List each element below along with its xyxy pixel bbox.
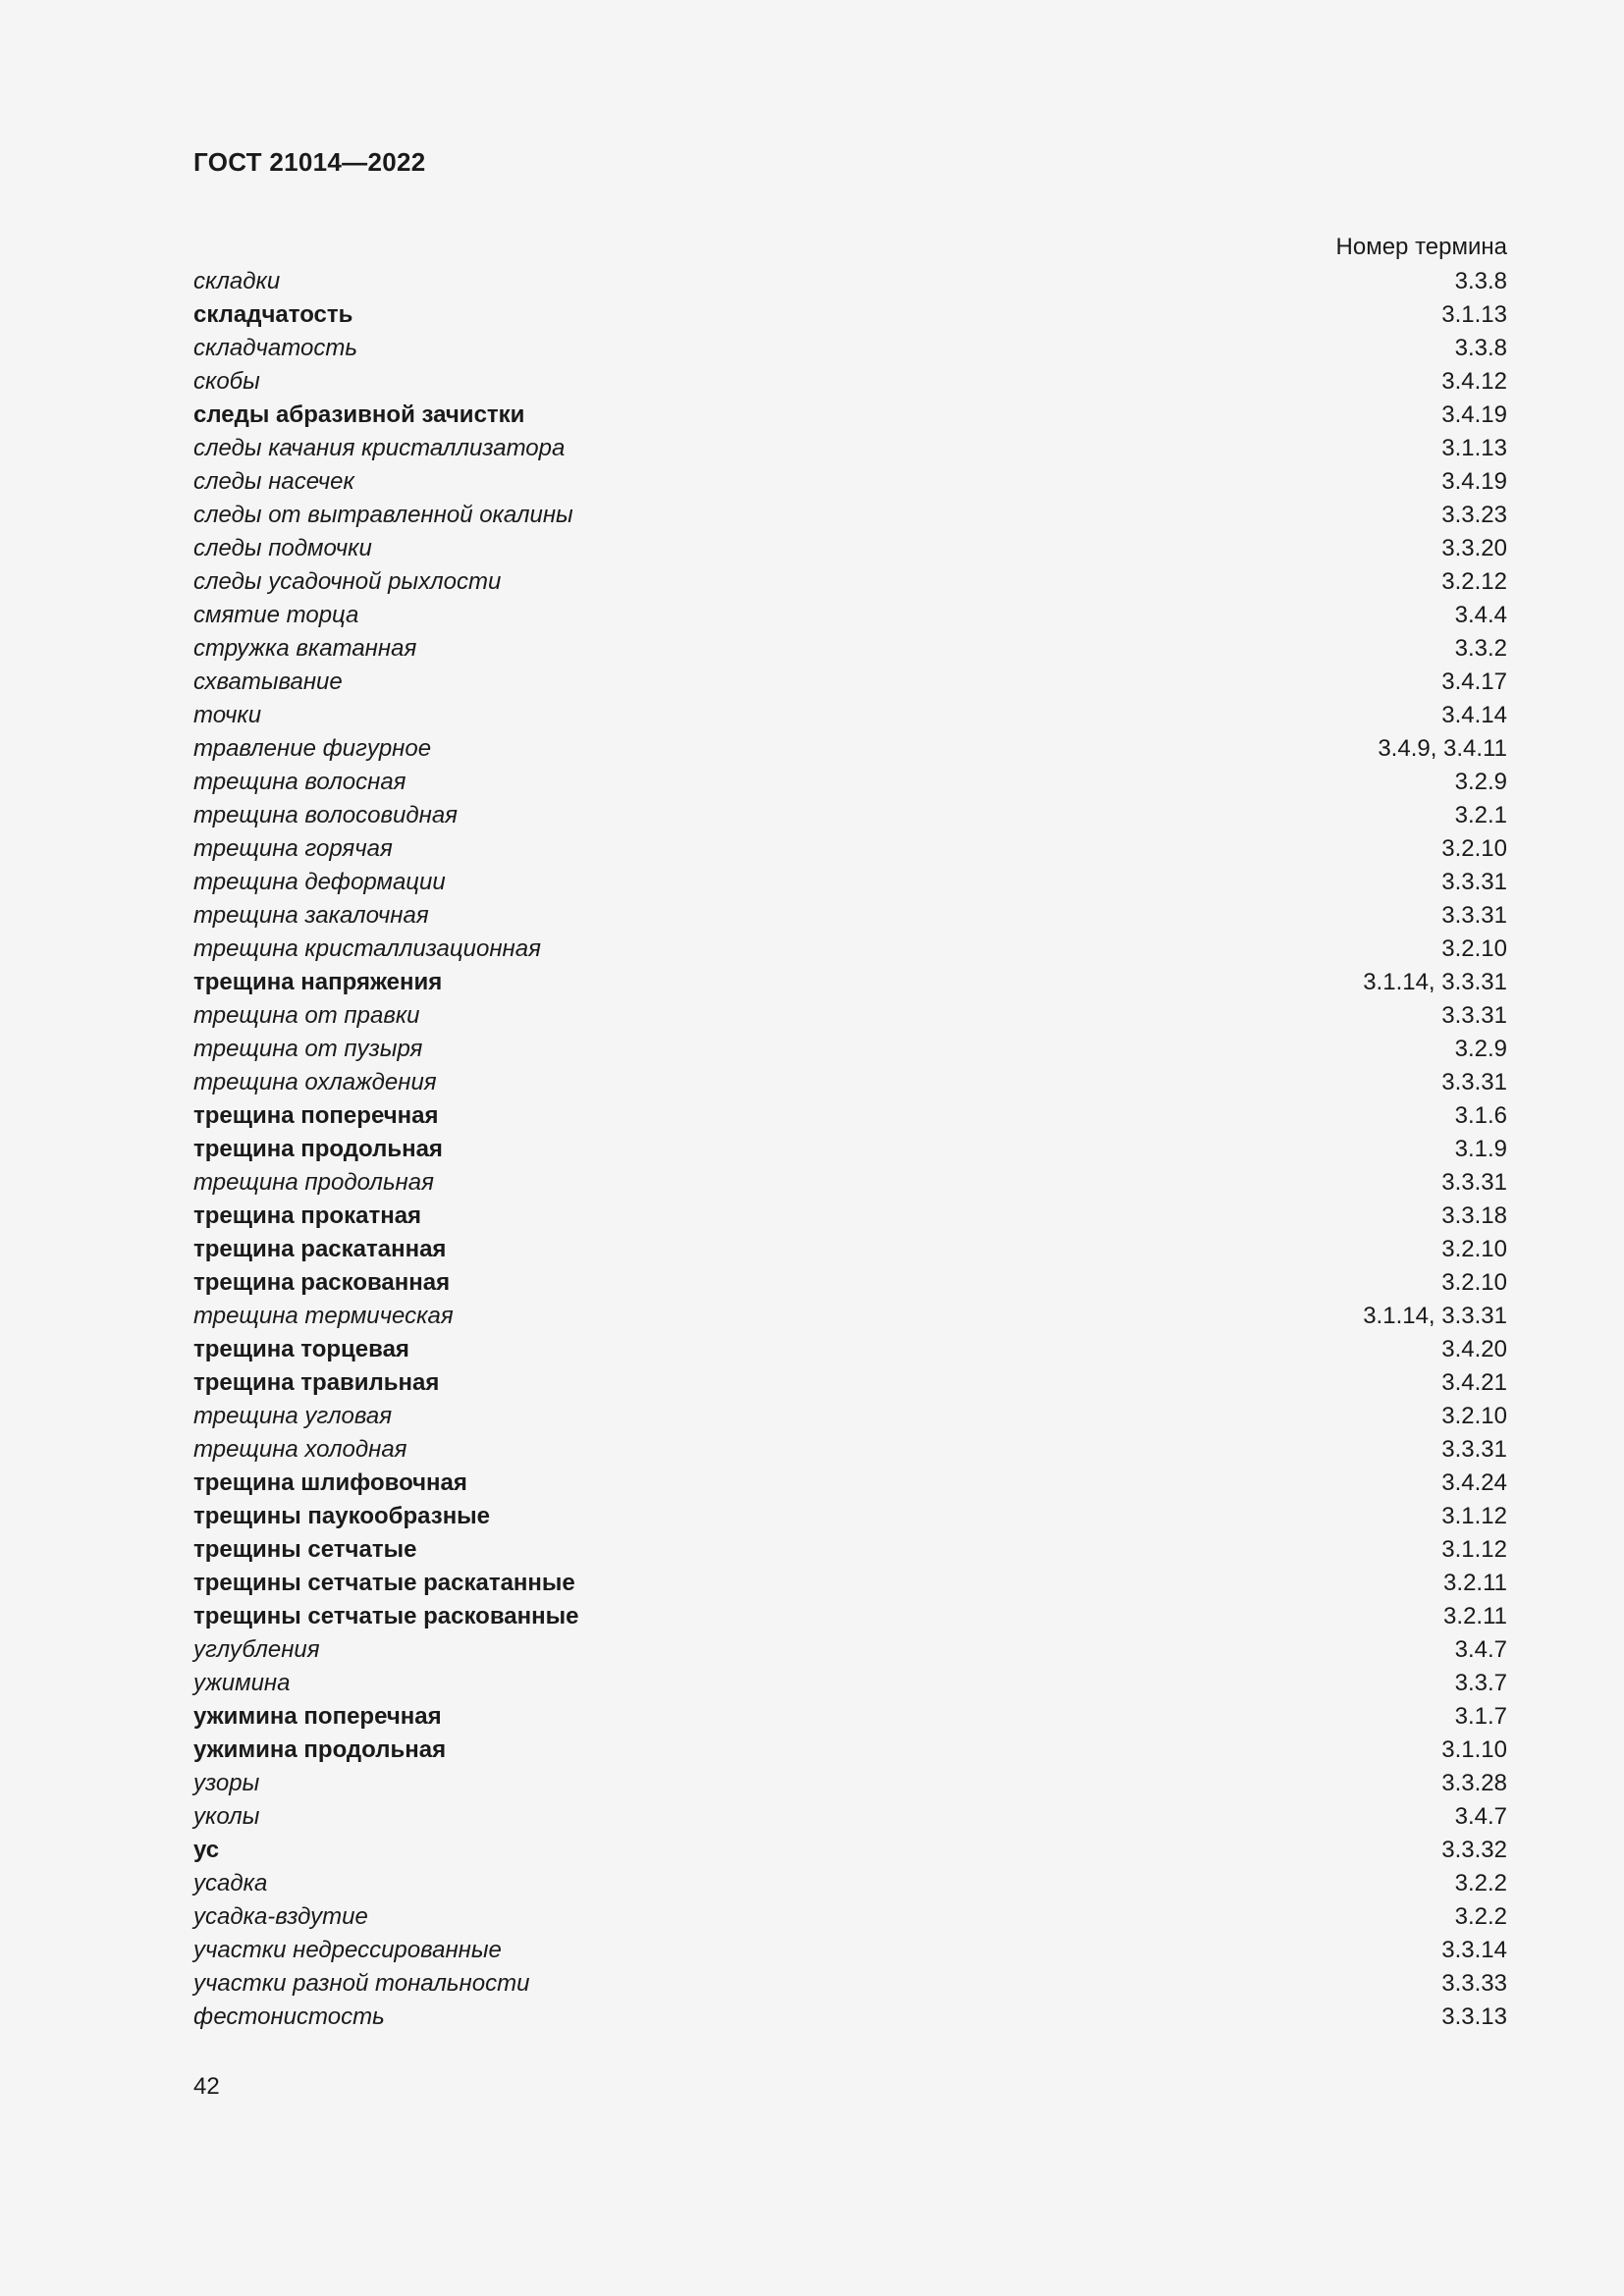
index-term: трещина продольная [193,1136,443,1162]
index-entry [193,933,1507,966]
index-term: трещина травильная [193,1369,440,1396]
index-term-number: 3.1.14, 3.3.31 [1363,1303,1507,1329]
index-term-number: 3.3.8 [1454,268,1507,294]
index-term-number: 3.3.31 [1441,1002,1507,1029]
index-term-number: 3.1.7 [1454,1703,1507,1730]
index-term: трещина горячая [193,835,393,862]
index-entry [193,1667,1507,1700]
index-entry [193,699,1507,732]
index-term-number: 3.1.6 [1454,1102,1507,1129]
page-number: 42 [193,2073,220,2100]
index-entry [193,399,1507,432]
index-entry [193,799,1507,832]
index-term: трещина шлифовочная [193,1469,467,1496]
index-entry [193,2001,1507,2034]
index-term: участки разной тональности [193,1970,530,1997]
index-term: следы качания кристаллизатора [193,435,566,461]
index-term-number: 3.4.17 [1441,668,1507,695]
index-entry [193,1967,1507,2001]
index-term: следы абразивной зачистки [193,401,525,428]
index-term: складки [193,268,281,294]
index-entry [193,1500,1507,1533]
index-entry [193,1433,1507,1467]
index-term: ужимина продольная [193,1736,447,1763]
index-term-number: 3.4.19 [1441,468,1507,495]
index-term: трещина холодная [193,1436,407,1463]
index-entry [193,1033,1507,1066]
index-term: трещина кристаллизационная [193,935,541,962]
index-term-number: 3.2.11 [1443,1603,1507,1629]
index-term: складчатость [193,335,357,361]
index-term: следы насечек [193,468,354,495]
index-term: смятие торца [193,602,359,628]
index-term-number: 3.1.13 [1441,435,1507,461]
index-entry [193,1099,1507,1133]
index-term: ужимина [193,1670,291,1696]
index-term-number: 3.3.31 [1441,869,1507,895]
term-number-column-header: Номер термина [1335,234,1507,260]
index-term: трещина деформации [193,869,446,895]
index-entry [193,1066,1507,1099]
index-term: трещина волосная [193,769,406,795]
index-term: трещина торцевая [193,1336,409,1362]
index-entry [193,866,1507,899]
index-term: трещина закалочная [193,902,429,929]
index-term-number: 3.1.14, 3.3.31 [1363,969,1507,995]
index-term: трещина раскатанная [193,1236,447,1262]
index-term: фестонистость [193,2003,385,2030]
index-entry [193,1900,1507,1934]
index-term: трещина охлаждения [193,1069,437,1095]
index-term-number: 3.3.32 [1441,1837,1507,1863]
index-term-number: 3.2.10 [1441,1236,1507,1262]
index-term-number: 3.2.10 [1441,835,1507,862]
index-term-number: 3.2.9 [1454,769,1507,795]
index-entry [193,1467,1507,1500]
index-term-number: 3.4.12 [1441,368,1507,395]
index-entry [193,365,1507,399]
index-term-number: 3.3.7 [1454,1670,1507,1696]
index-entry [193,1600,1507,1633]
index-entry [193,966,1507,999]
index-term-number: 3.4.7 [1454,1803,1507,1830]
index-term: углубления [193,1636,320,1663]
index-entry [193,499,1507,532]
index-term-number: 3.4.19 [1441,401,1507,428]
index-term: трещина угловая [193,1403,393,1429]
index-term: следы от вытравленной окалины [193,502,573,528]
index-term-number: 3.4.4 [1454,602,1507,628]
index-entry [193,265,1507,298]
index-term-number: 3.2.12 [1441,568,1507,595]
index-term: травление фигурное [193,735,432,762]
index-term-number: 3.2.2 [1454,1870,1507,1896]
index-term-number: 3.4.14 [1441,702,1507,728]
index-term-number: 3.3.23 [1441,502,1507,528]
index-entry [193,465,1507,499]
document-title: ГОСТ 21014—2022 [193,147,426,177]
index-term-number: 3.2.2 [1454,1903,1507,1930]
index-term: ужимина поперечная [193,1703,442,1730]
index-term: точки [193,702,262,728]
index-entry [193,1366,1507,1400]
index-term: трещины паукообразные [193,1503,491,1529]
index-entry [193,532,1507,565]
index-term: трещина волосовидная [193,802,458,828]
index-term-number: 3.4.21 [1441,1369,1507,1396]
index-entry [193,1934,1507,1967]
index-term-number: 3.3.14 [1441,1937,1507,1963]
index-entry [193,298,1507,332]
index-term: трещины сетчатые [193,1536,417,1563]
index-term-number: 3.3.18 [1441,1202,1507,1229]
index-term-number: 3.3.8 [1454,335,1507,361]
index-term-number: 3.4.20 [1441,1336,1507,1362]
index-entry [193,1166,1507,1200]
index-term: трещина прокатная [193,1202,422,1229]
index-entry [193,1734,1507,1767]
index-entry [193,599,1507,632]
index-term: трещина поперечная [193,1102,439,1129]
index-term: схватывание [193,668,343,695]
index-entry [193,1400,1507,1433]
index-entry [193,1633,1507,1667]
index-term-number: 3.3.20 [1441,535,1507,561]
index-entry [193,1700,1507,1734]
index-entry [193,666,1507,699]
index-term: трещина напряжения [193,969,443,995]
index-term: трещина от правки [193,1002,420,1029]
index-entry [193,432,1507,465]
term-index-list [193,265,1507,2034]
index-term: следы подмочки [193,535,372,561]
index-entry [193,1300,1507,1333]
index-term: усадка-вздутие [193,1903,368,1930]
index-term-number: 3.4.7 [1454,1636,1507,1663]
index-term-number: 3.1.9 [1454,1136,1507,1162]
index-term: трещина от пузыря [193,1036,423,1062]
index-entry [193,1233,1507,1266]
index-entry [193,1834,1507,1867]
index-entry [193,999,1507,1033]
index-entry [193,1133,1507,1166]
index-term-number: 3.4.9, 3.4.11 [1378,735,1507,762]
index-entry [193,1533,1507,1567]
index-term: трещина раскованная [193,1269,451,1296]
index-term: узоры [193,1770,260,1796]
index-entry [193,1567,1507,1600]
index-term: трещина продольная [193,1169,434,1196]
index-term: уколы [193,1803,260,1830]
index-entry [193,899,1507,933]
index-entry [193,832,1507,866]
index-entry [193,1867,1507,1900]
index-term-number: 3.3.2 [1454,635,1507,662]
index-term-number: 3.3.31 [1441,1169,1507,1196]
index-term: трещина термическая [193,1303,454,1329]
index-entry [193,1767,1507,1800]
index-term-number: 3.4.24 [1441,1469,1507,1496]
index-entry [193,1200,1507,1233]
index-term-number: 3.2.9 [1454,1036,1507,1062]
index-entry [193,1333,1507,1366]
index-entry [193,332,1507,365]
index-term: ус [193,1837,220,1863]
index-term: участки недрессированные [193,1937,502,1963]
index-term-number: 3.2.10 [1441,935,1507,962]
index-term: складчатость [193,301,353,328]
index-term-number: 3.2.10 [1441,1403,1507,1429]
index-term: следы усадочной рыхлости [193,568,502,595]
index-term: усадка [193,1870,268,1896]
index-term-number: 3.3.31 [1441,1436,1507,1463]
index-term-number: 3.3.28 [1441,1770,1507,1796]
index-term-number: 3.1.12 [1441,1536,1507,1563]
index-term: скобы [193,368,260,395]
index-term: стружка вкатанная [193,635,417,662]
index-term-number: 3.1.10 [1441,1736,1507,1763]
index-term-number: 3.3.31 [1441,1069,1507,1095]
index-entry [193,1266,1507,1300]
index-term-number: 3.2.1 [1454,802,1507,828]
index-term: трещины сетчатые раскатанные [193,1570,575,1596]
index-term-number: 3.2.11 [1443,1570,1507,1596]
index-entry [193,632,1507,666]
index-term-number: 3.3.31 [1441,902,1507,929]
index-term: трещины сетчатые раскованные [193,1603,579,1629]
index-term-number: 3.2.10 [1441,1269,1507,1296]
index-term-number: 3.1.12 [1441,1503,1507,1529]
index-term-number: 3.3.13 [1441,2003,1507,2030]
index-term-number: 3.1.13 [1441,301,1507,328]
index-entry [193,732,1507,766]
index-entry [193,766,1507,799]
index-entry [193,565,1507,599]
index-term-number: 3.3.33 [1441,1970,1507,1997]
index-entry [193,1800,1507,1834]
